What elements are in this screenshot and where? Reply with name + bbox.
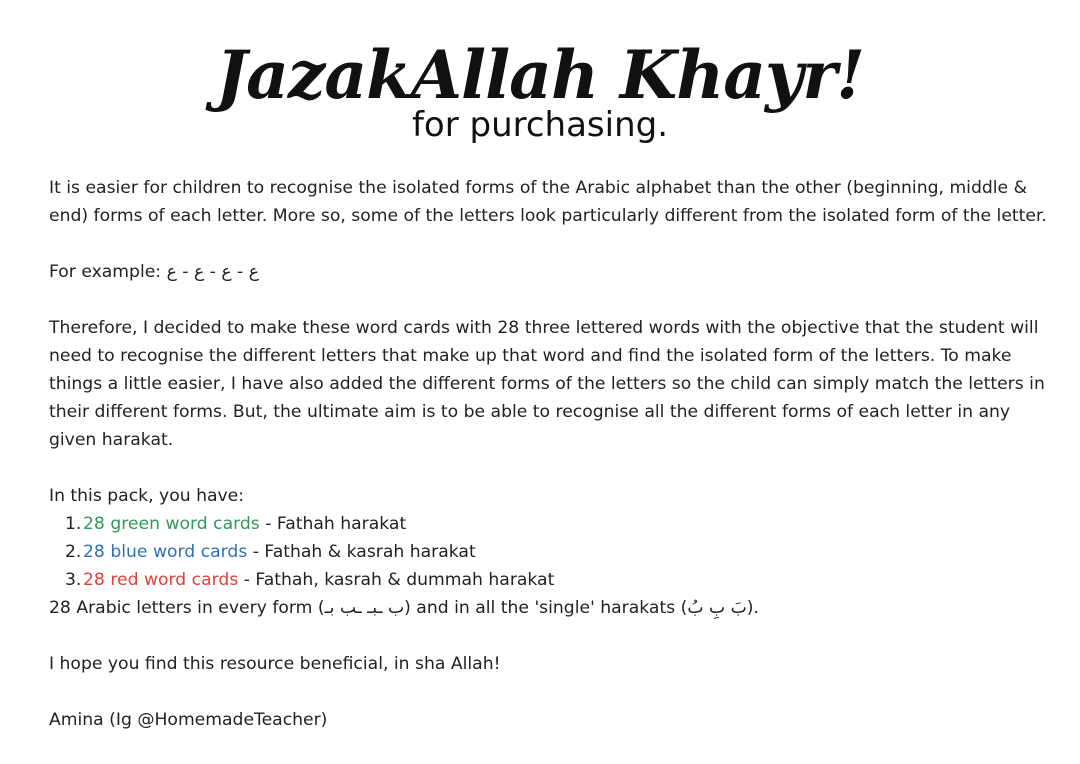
- list-item-text: - Fathah & kasrah harakat: [247, 542, 476, 562]
- list-item-highlight: 28 blue word cards: [83, 542, 248, 562]
- signature: Amina (Ig @HomemadeTeacher): [49, 710, 328, 730]
- list-item-number: 2.: [65, 542, 82, 562]
- list-item-number: 3.: [65, 570, 82, 590]
- letters-line: [49, 594, 1049, 622]
- header: [0, 30, 1080, 145]
- pack-intro: In this pack, you have:: [49, 486, 245, 506]
- list-item-text: - Fathah harakat: [259, 514, 407, 534]
- list-item: [49, 538, 1049, 566]
- example-label: For example:: [49, 262, 162, 282]
- list-item: [49, 566, 1049, 594]
- pack-contents-list: [49, 510, 1049, 594]
- letters-harakats-arabic: بَ بِ بُ: [687, 598, 747, 618]
- letters-text-mid: ) and in all the 'single' harakats (: [404, 598, 688, 618]
- page-title: JazakAllah Khayr!: [215, 36, 865, 114]
- list-item-text: - Fathah, kasrah & dummah harakat: [238, 570, 555, 590]
- intro-paragraph: It is easier for children to recognise the isolated forms of the Arabic alphabet than the other (beginning, middle & end) forms of each letter. More so, some of the letters look particularly different from the isolated form of the letter.: [49, 178, 1047, 226]
- letters-text-post: ).: [746, 598, 759, 618]
- hope-line: I hope you find this resource beneficial, in sha Allah!: [49, 654, 501, 674]
- list-item-highlight: 28 red word cards: [83, 570, 239, 590]
- list-item-highlight: 28 green word cards: [83, 514, 260, 534]
- therefore-paragraph: Therefore, I decided to make these word cards with 28 three lettered words with the objective that the student will need to recognise the different letters that make up that word and find the isolated form of the letters. To make things a little easier, I have also added the different forms of the letters so the child can simply match the letters in their different forms. But, the ultimate aim is to be able to recognise all the different forms of each letter in any given harakat.: [49, 318, 1045, 450]
- page-subtitle: for purchasing.: [411, 105, 669, 145]
- example-arabic-letters: ع - ع - ع - ع: [166, 262, 259, 282]
- letters-text-pre: 28 Arabic letters in every form (: [49, 598, 325, 618]
- letters-forms-arabic: ب ـبـ ـب بـ: [324, 598, 405, 618]
- list-item: [49, 510, 1049, 538]
- example-line: [49, 258, 1049, 286]
- letter-body: [49, 174, 1049, 734]
- list-item-number: 1.: [65, 514, 82, 534]
